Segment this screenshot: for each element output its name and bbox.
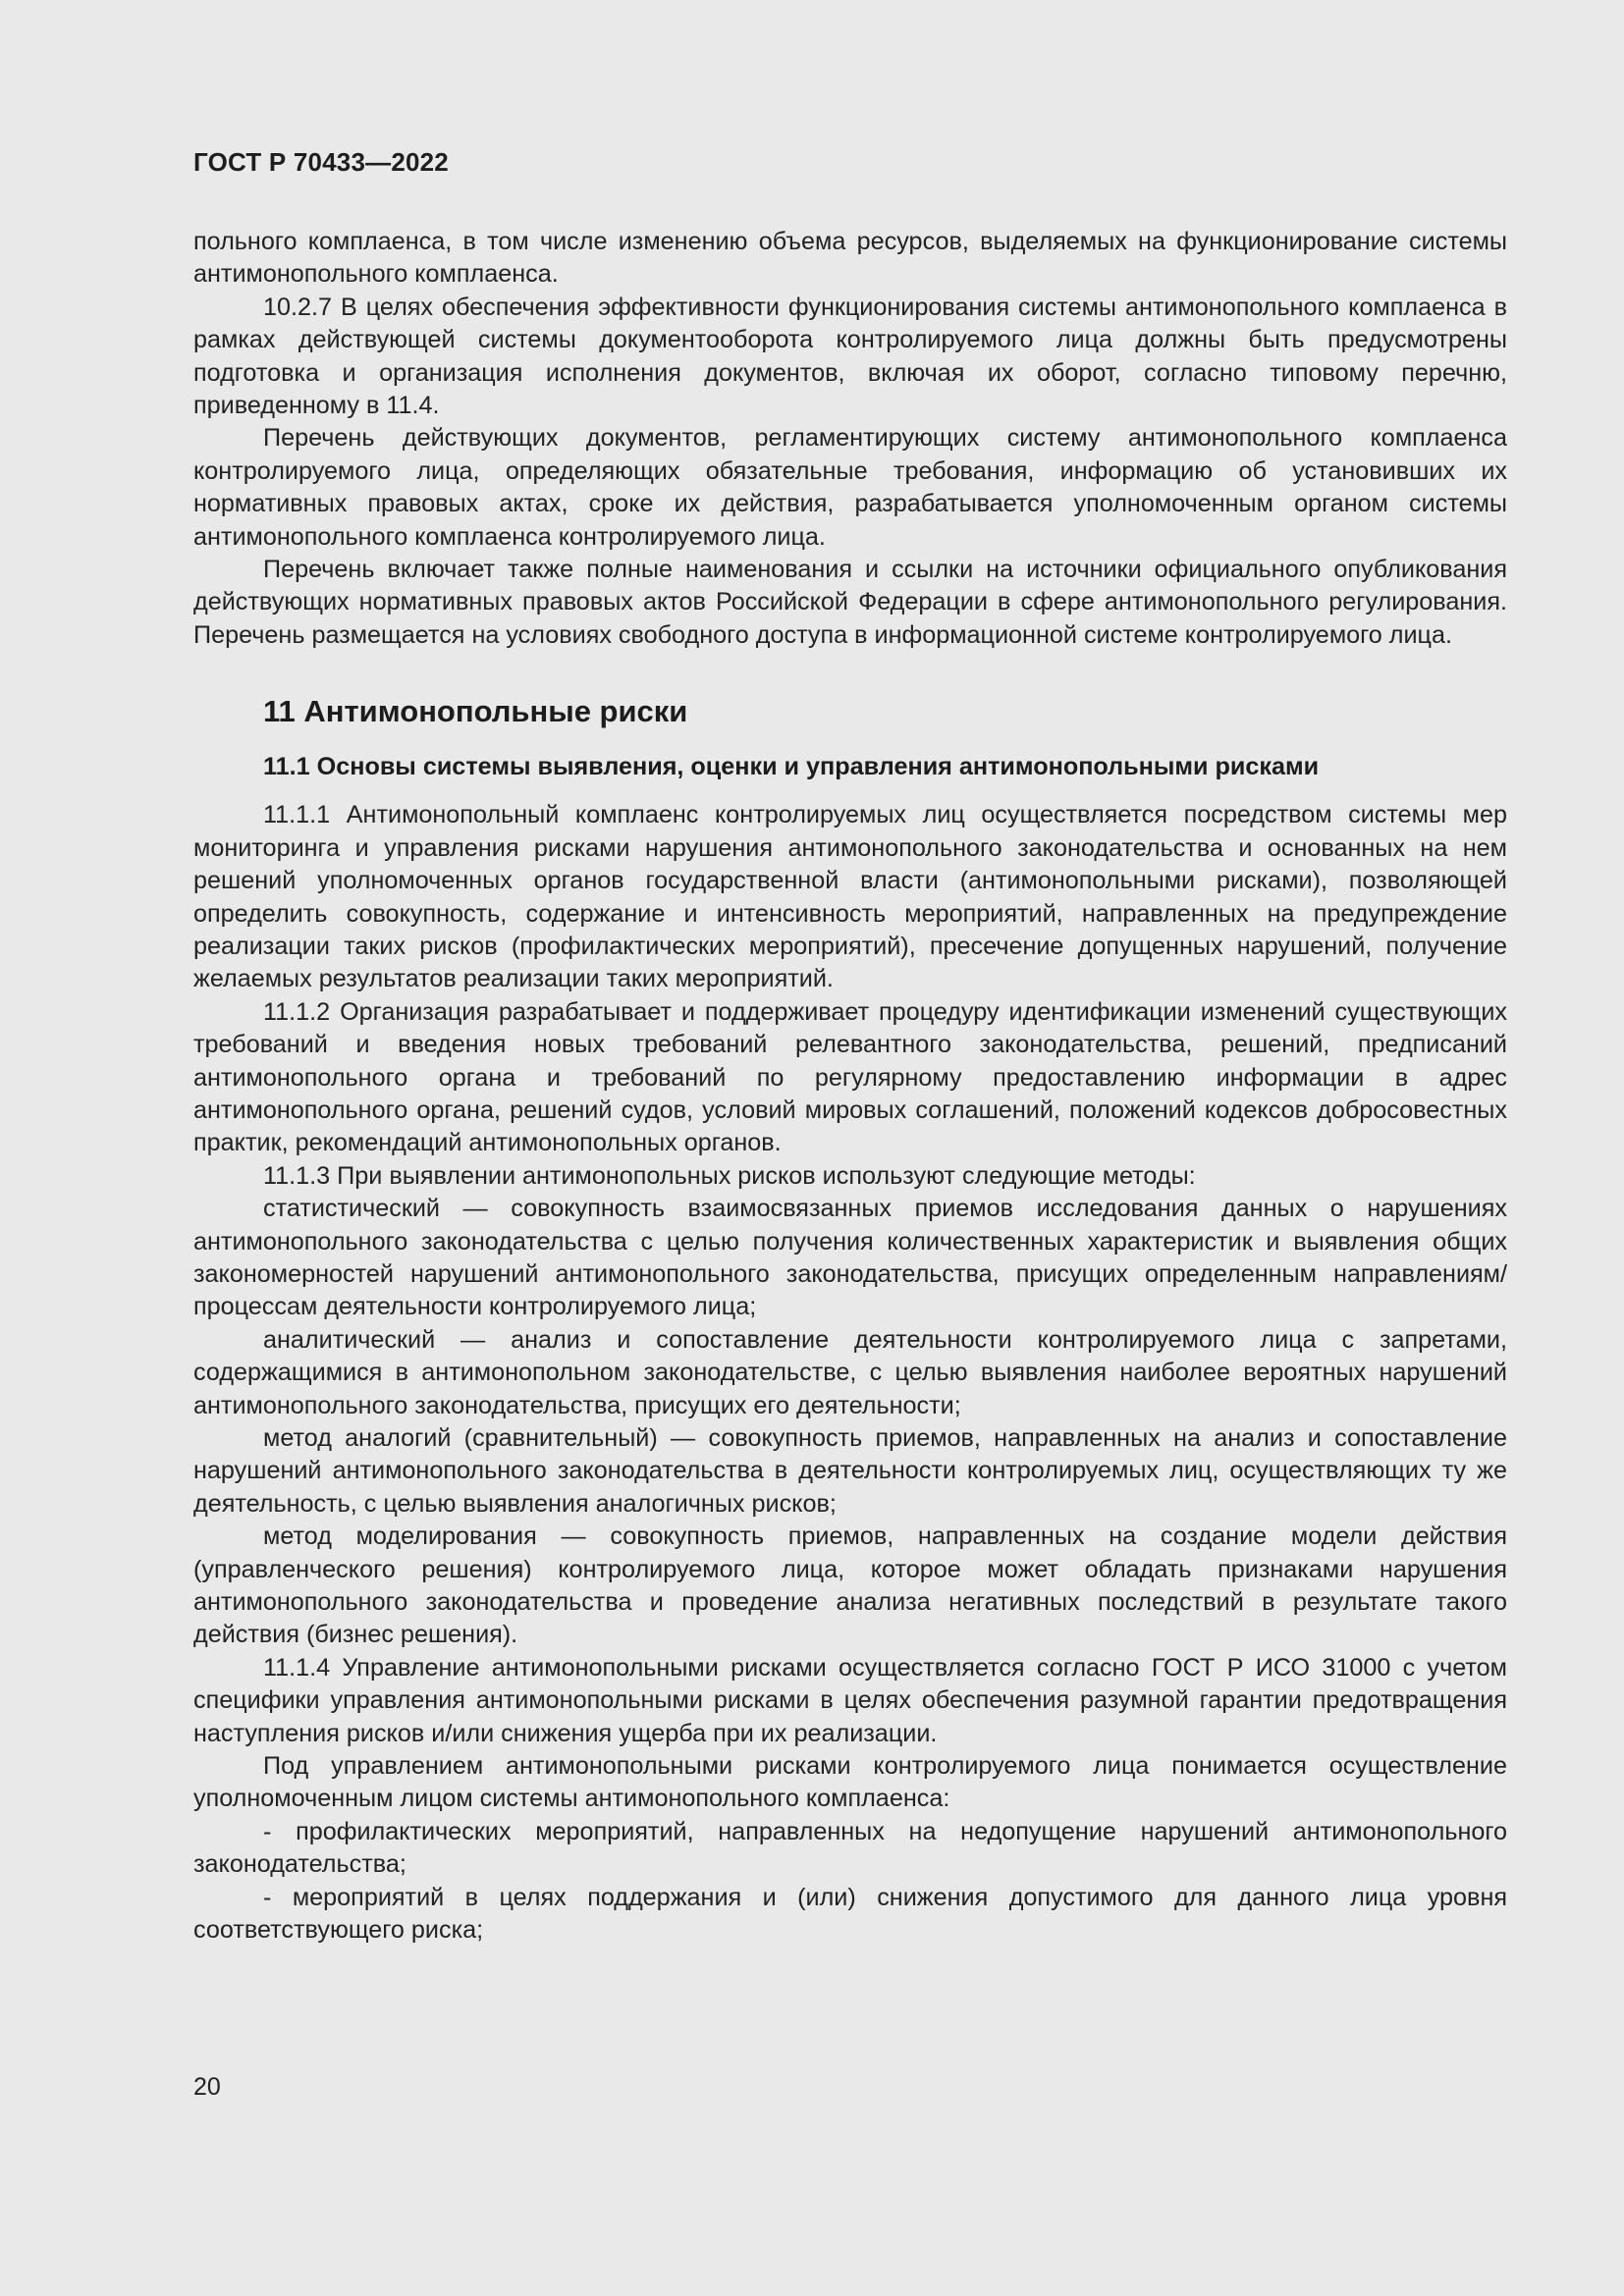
subsection-heading: 11.1 Основы системы выявления, оценки и управления антимонопольными рисками	[263, 753, 1320, 781]
paragraph-continuation: польного комплаенса, в том числе изменению объема ресурсов, выделяемых на функционирование системы антимонопольного комплаенса.	[193, 228, 1507, 289]
page-number: 20	[193, 2073, 221, 2101]
paragraph-10-2-7: 10.2.7 В целях обеспечения эффективности функционирования системы антимонопольного комплаенса в рамках действующей системы документооборота контролируемого лица должны быть предусмотрены подготовка и организация исполнения документов, включая их оборот, согласно типовому перечню, приведенному в 11.4.	[193, 293, 1507, 420]
list-item-preventive: - профилактических мероприятий, направленных на недопущение нарушений антимонопольного законодательства;	[193, 1817, 1507, 1879]
method-modeling: метод моделирования — совокупность приемов, направленных на создание модели действия (управленческого решения) контролируемого лица, которое может обладать признаками нарушения антимонопольного законодательства и проведение анализа негативных последствий в результате такого действия (бизнес решения).	[193, 1522, 1507, 1649]
section-spacer	[193, 652, 1507, 692]
method-analogies: метод аналогий (сравнительный) — совокупность приемов, направленных на анализ и сопоставление нарушений антимонопольного законодательства в деятельности контролируемых лиц, осуществляющих ту же деятельность, с целью выявления аналогичных рисков;	[193, 1424, 1507, 1518]
method-statistical: статистический — совокупность взаимосвязанных приемов исследования данных о нарушениях антимонопольного законодательства с целью получения количественных характеристик и выявления общих закономерностей нарушений антимонопольного законодательства, присущих определенным направлениям/процессам деятельности контролируемого лица;	[193, 1195, 1507, 1321]
paragraph-list-publication: Перечень включает также полные наименования и ссылки на источники официального опубликования действующих нормативных правовых актов Российской Федерации в сфере антимонопольного регулирования. Перечень размещается на условиях свободного доступа в информационной системе контролируемого лица.	[193, 556, 1507, 649]
method-analytical: аналитический — анализ и сопоставление деятельности контролируемого лица с запретами, содержащимися в антимонопольном законодательстве, с целью выявления наиболее вероятных нарушений антимонопольного законодательства, присущих его деятельности;	[193, 1325, 1507, 1419]
section-heading: 11 Антимонопольные риски	[263, 694, 688, 729]
paragraph-documents-list: Перечень действующих документов, регламентирующих систему антимонопольного комплаенса контролируемого лица, определяющих обязательные требования, информацию об установивших их нормативных правовых актах, сроке их действия, разрабатывается уполномоченным органом системы антимонопольного комплаенса контролируемого лица.	[193, 424, 1507, 551]
list-item-risk-level: - мероприятий в целях поддержания и (или) снижения допустимого для данного лица уровня соответствующего риска;	[193, 1883, 1507, 1945]
paragraph-11-1-2: 11.1.2 Организация разрабатывает и поддерживает процедуру идентификации изменений существующих требований и введения новых требований релевантного законодательства, решений, предписаний антимонопольного органа и требований по регулярному предоставлению информации в адрес антимонопольного органа, решений судов, условий мировых соглашений, положений кодексов добросовестных практик, рекомендаций антимонопольных органов.	[193, 997, 1507, 1157]
paragraph-11-1-4: 11.1.4 Управление антимонопольными рисками осуществляется согласно ГОСТ Р ИСО 31000 с учетом специфики управления антимонопольными рисками в целях обеспечения разумной гарантии предотвращения наступления рисков и/или снижения ущерба при их реализации.	[193, 1653, 1507, 1747]
paragraph-11-1-3: 11.1.3 При выявлении антимонопольных рисков используют следующие методы:	[263, 1161, 1196, 1190]
paragraph-11-1-1: 11.1.1 Антимонопольный комплаенс контролируемых лиц осуществляется посредством системы мер мониторинга и управления рисками нарушения антимонопольного законодательства и основанных на нем решений уполномоченных органов государственной власти (антимонопольными рисками), позволяющей определить совокупность, содержание и интенсивность мероприятий, направленных на предупреждение реализации таких рисков (профилактических мероприятий), пресечение допущенных нарушений, получение желаемых результатов реализации таких мероприятий.	[193, 801, 1507, 993]
document-body	[193, 226, 1507, 1948]
paragraph-risk-management: Под управлением антимонопольными рисками контролируемого лица понимается осуществление уполномоченным лицом системы антимонопольного комплаенса:	[193, 1752, 1507, 1813]
document-code-header: ГОСТ Р 70433—2022	[193, 147, 449, 177]
